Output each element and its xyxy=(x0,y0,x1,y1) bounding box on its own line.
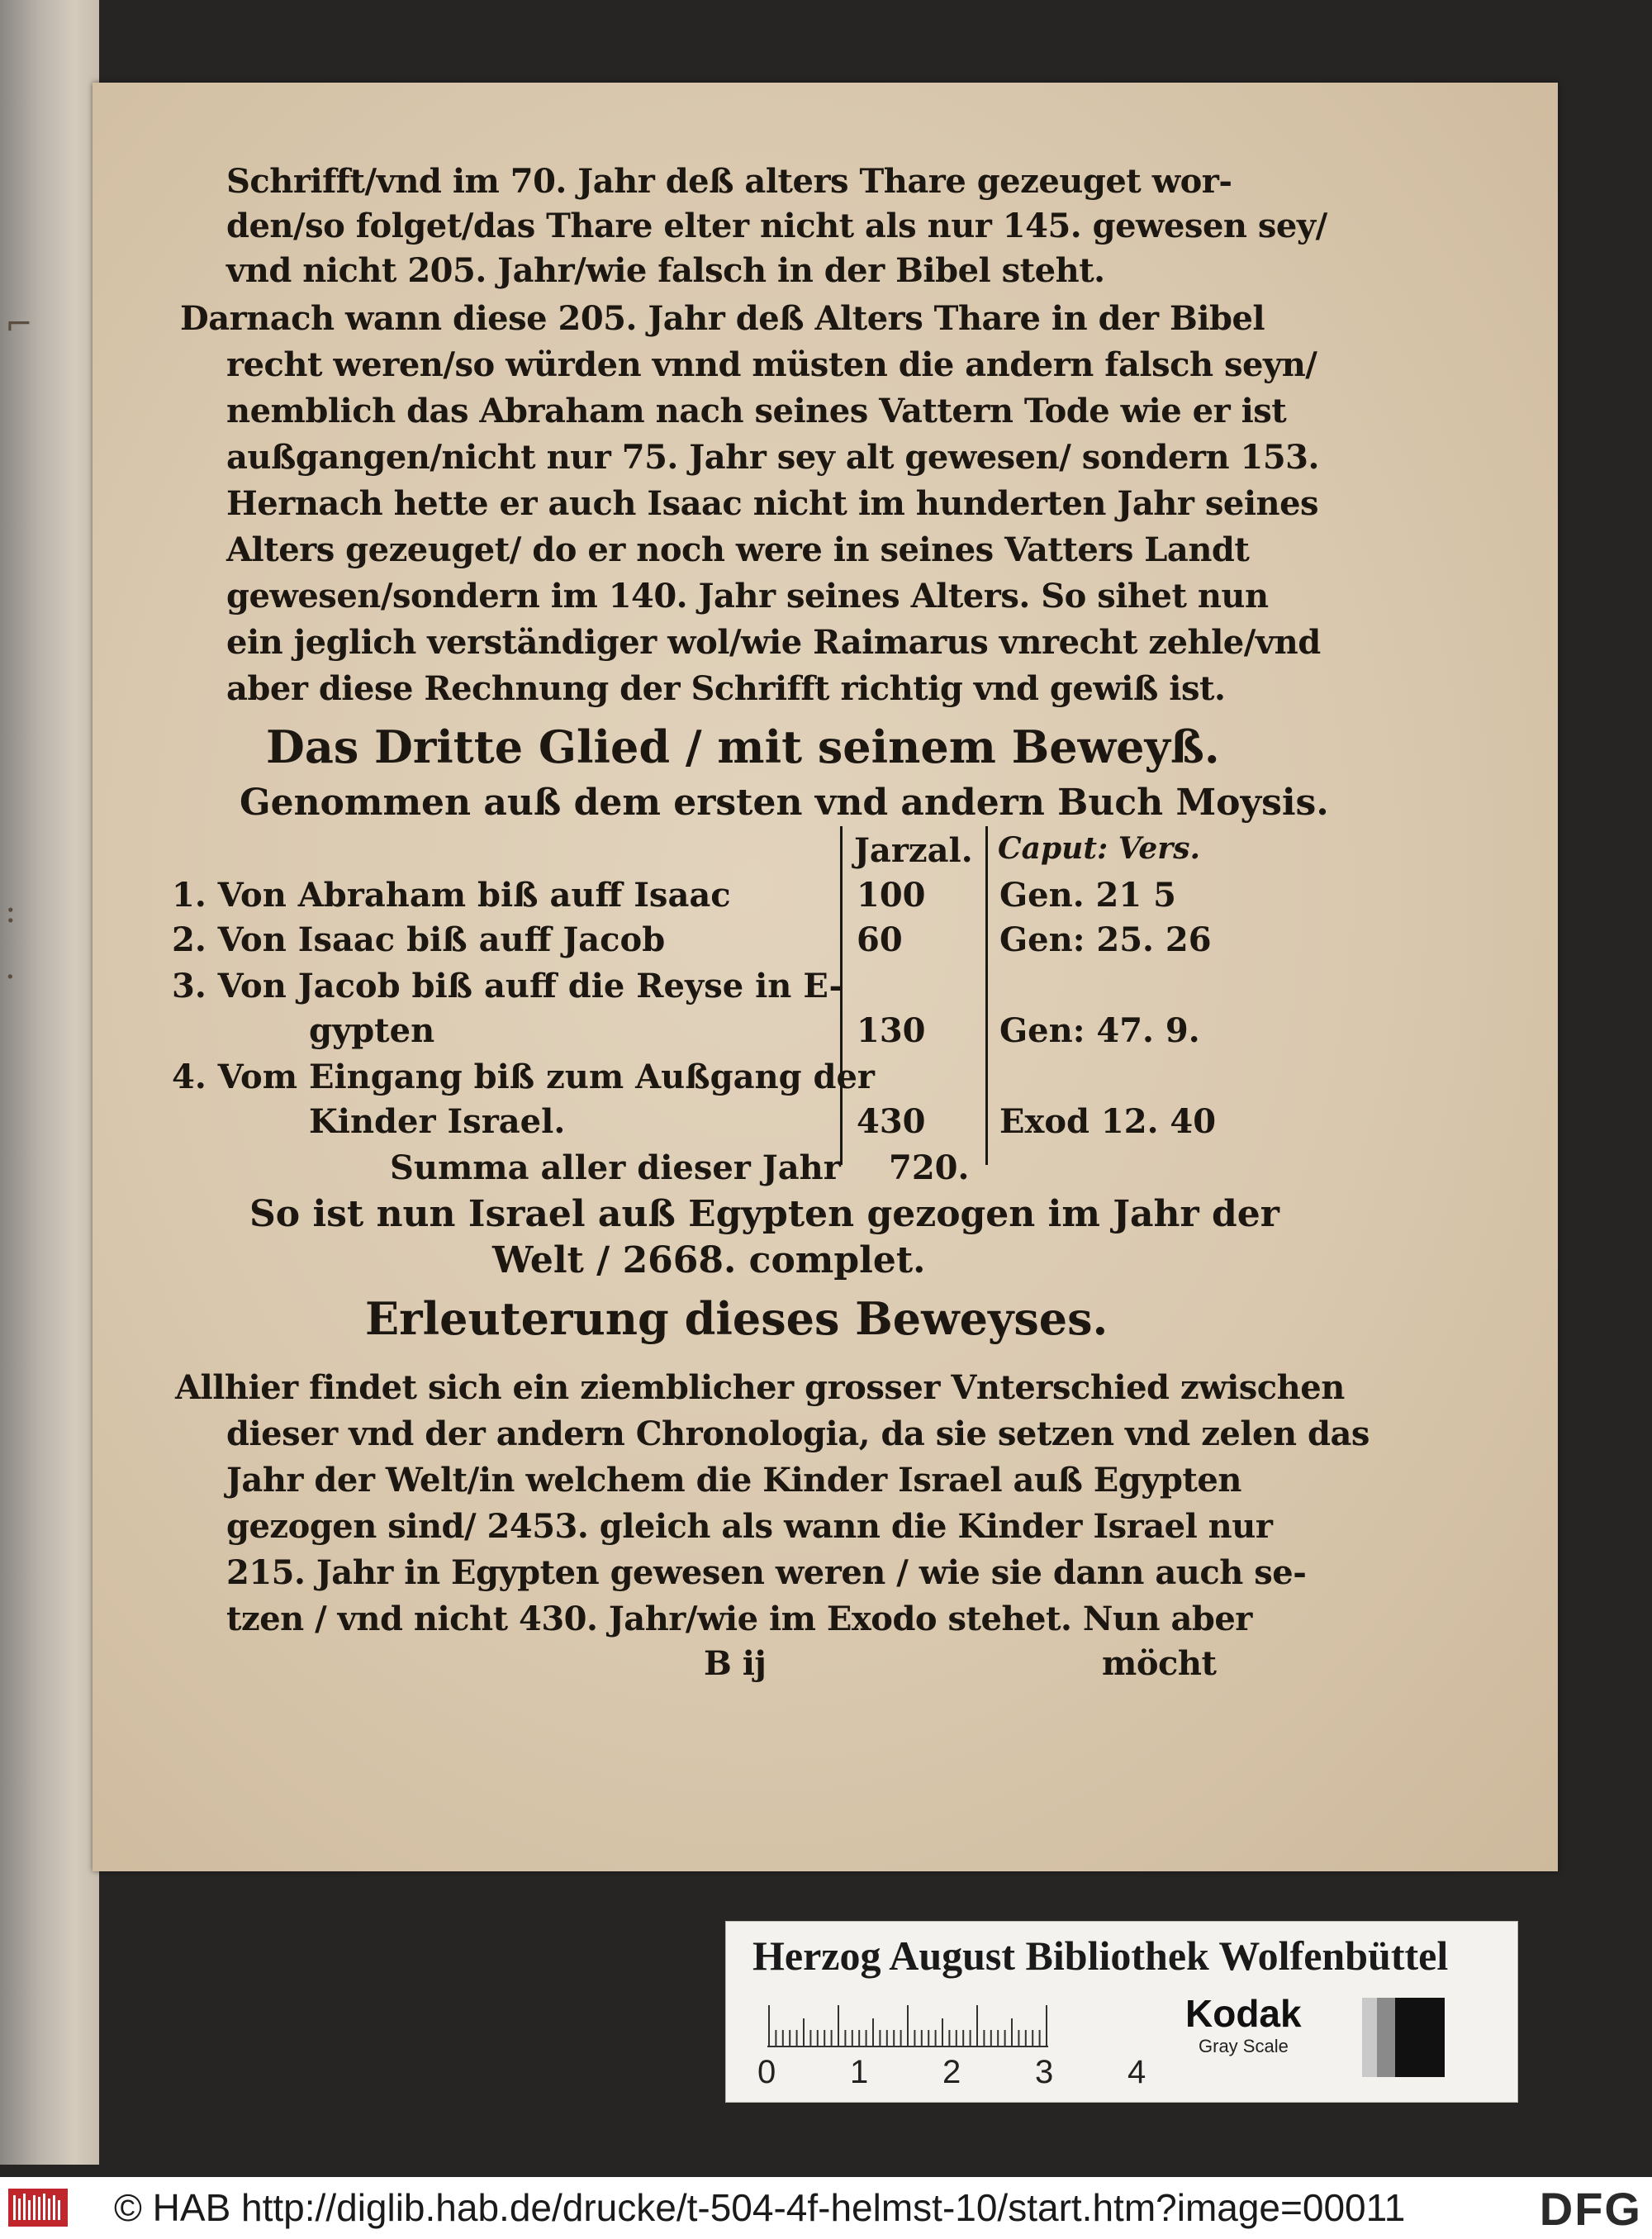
row-ref: Exod 12. 40 xyxy=(999,1102,1217,1141)
scale-ruler xyxy=(767,2003,1048,2047)
footer-bar xyxy=(0,2177,1652,2239)
body-line: nemblich das Abraham nach seines Vattern Tode wie er ist xyxy=(226,392,1287,430)
conclusion-line: So ist nun Israel auß Egypten gezogen im Jahr der xyxy=(249,1193,1279,1235)
body-line: außgangen/nicht nur 75. Jahr sey alt gewesen/ sondern 153. xyxy=(226,438,1319,477)
row-label: 1. Von Abraham biß auff Isaac xyxy=(172,876,731,915)
row-ref: Gen. 21 5 xyxy=(999,876,1176,915)
body-line: tzen / vnd nicht 430. Jahr/wie im Exodo stehet. Nun aber xyxy=(226,1600,1252,1638)
source-url[interactable]: © HAB http://diglib.hab.de/drucke/t-504-4f-helmst-10/start.htm?image=00011 xyxy=(114,2186,1406,2229)
dfg-logo: DFG xyxy=(1539,2183,1642,2235)
body-line: vnd nicht 205. Jahr/wie falsch in der Bibel steht. xyxy=(226,251,1105,290)
neighbouring-page-edge xyxy=(0,0,99,2165)
row-label-cont: Kinder Israel. xyxy=(309,1102,566,1141)
section-subheading: Genommen auß dem ersten vnd andern Buch Moysis. xyxy=(240,782,1329,824)
body-line: 215. Jahr in Egypten gewesen weren / wie sie dann auch se- xyxy=(226,1553,1307,1592)
library-name: Herzog August Bibliothek Wolfenbüttel xyxy=(752,1932,1449,1979)
library-color-card xyxy=(725,1921,1518,2103)
body-line: den/so folget/das Thare elter nicht als nur 145. gewesen sey/ xyxy=(226,207,1327,245)
row-label: 4. Vom Eingang biß zum Außgang der xyxy=(172,1058,875,1096)
ruler-number: 3 xyxy=(1035,2054,1054,2090)
body-line: Jahr der Welt/in welchem die Kinder Israel auß Egypten xyxy=(226,1461,1241,1500)
row-label: 3. Von Jacob biß auff die Reyse in E- xyxy=(172,967,843,1005)
ruler-number: 0 xyxy=(757,2054,776,2090)
body-line: Allhier findet sich ein ziemblicher grosser Vnterschied zwischen xyxy=(175,1368,1345,1407)
row-years: 430 xyxy=(857,1102,926,1141)
barcode-logo-icon xyxy=(8,2189,68,2227)
explanation-heading: Erleuterung dieses Beweyses. xyxy=(365,1292,1108,1345)
body-line: gezogen sind/ 2453. gleich als wann die Kinder Israel nur xyxy=(226,1507,1273,1546)
kodak-brand: Kodak xyxy=(1185,1992,1302,2035)
book-page xyxy=(93,83,1558,1871)
edge-glyph: · xyxy=(5,958,16,996)
row-ref: Gen: 47. 9. xyxy=(999,1011,1200,1050)
row-years: 100 xyxy=(857,876,926,915)
row-years: 130 xyxy=(857,1011,926,1050)
body-line: gewesen/sondern im 140. Jahr seines Alters. So sihet nun xyxy=(226,577,1269,616)
body-line: Schrifft/vnd im 70. Jahr deß alters Thare gezeuget wor- xyxy=(226,162,1232,201)
edge-glyph: ⌐ xyxy=(5,306,33,344)
body-line: Alters gezeuget/ do er noch were in seines Vatters Landt xyxy=(226,530,1250,569)
row-years: 60 xyxy=(857,920,903,959)
body-line: aber diese Rechnung der Schrifft richtig vnd gewiß ist. xyxy=(226,669,1226,708)
conclusion-line: Welt / 2668. complet. xyxy=(492,1239,926,1281)
catchword: möcht xyxy=(1102,1644,1217,1683)
gray-scale-label: Gray Scale xyxy=(1199,2036,1289,2056)
ruler-number: 4 xyxy=(1127,2054,1146,2090)
ruler-number: 2 xyxy=(942,2054,961,2090)
row-ref: Gen: 25. 26 xyxy=(999,920,1212,959)
body-line: Darnach wann diese 205. Jahr deß Alters Thare in der Bibel xyxy=(180,299,1265,338)
ruler-number: 1 xyxy=(850,2054,869,2090)
signature-mark: B ij xyxy=(704,1644,767,1683)
table-header-ref: Caput: Vers. xyxy=(998,831,1201,866)
body-line: ein jeglich verständiger wol/wie Raimarus vnrecht zehle/vnd xyxy=(226,623,1321,662)
row-label-cont: gypten xyxy=(309,1011,435,1050)
sum-label: Summa aller dieser Jahr xyxy=(390,1148,841,1187)
gray-scale-patch xyxy=(1362,1998,1445,2077)
section-heading: Das Dritte Glied / mit seinem Beweyß. xyxy=(266,720,1220,773)
body-line: recht weren/so würden vnnd müsten die andern falsch seyn/ xyxy=(226,345,1317,384)
body-line: dieser vnd der andern Chronologia, da sie setzen vnd zelen das xyxy=(226,1414,1370,1453)
edge-glyph: : xyxy=(5,892,17,930)
table-divider xyxy=(985,826,988,1165)
sum-value: 720. xyxy=(889,1148,970,1187)
table-header-years: Jarzal. xyxy=(854,831,973,870)
body-line: Hernach hette er auch Isaac nicht im hunderten Jahr seines xyxy=(226,484,1319,523)
row-label: 2. Von Isaac biß auff Jacob xyxy=(172,920,666,959)
